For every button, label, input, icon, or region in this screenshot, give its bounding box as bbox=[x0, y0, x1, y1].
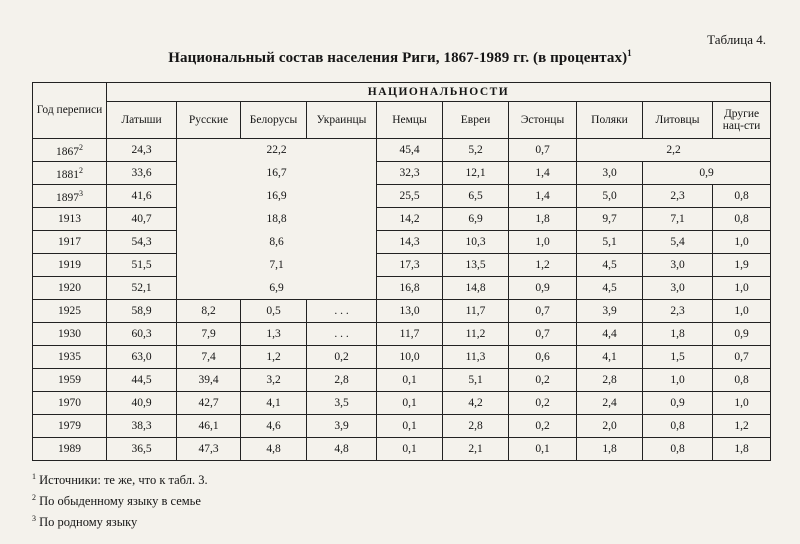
others-cell: 0,7 bbox=[713, 346, 771, 369]
lithuanians-cell: 1,8 bbox=[643, 323, 713, 346]
lithuanians-cell: 2,3 bbox=[643, 185, 713, 208]
germans-cell: 14,3 bbox=[377, 231, 443, 254]
table-title-text: Национальный состав населения Риги, 1867-1989 гг. (в процентах) bbox=[168, 50, 628, 66]
germans-cell: 45,4 bbox=[377, 139, 443, 162]
slavs-combined-cell: 18,8 bbox=[177, 208, 377, 231]
poles-cell: 4,5 bbox=[577, 254, 643, 277]
table-row bbox=[33, 415, 771, 438]
header-year: Год переписи bbox=[33, 83, 107, 139]
table-row bbox=[33, 162, 771, 185]
lithuanians-cell: 1,0 bbox=[643, 369, 713, 392]
year-cell: 1959 bbox=[33, 369, 107, 392]
lithuanians-cell: 3,0 bbox=[643, 254, 713, 277]
lithuanians-cell: 0,8 bbox=[643, 415, 713, 438]
header-germans: Немцы bbox=[377, 102, 443, 139]
ukrainians-cell: . . . bbox=[307, 323, 377, 346]
jews-cell: 13,5 bbox=[443, 254, 509, 277]
header-estonians: Эстонцы bbox=[509, 102, 577, 139]
lithuanians-cell: 3,0 bbox=[643, 277, 713, 300]
germans-cell: 0,1 bbox=[377, 415, 443, 438]
estonians-cell: 0,9 bbox=[509, 277, 577, 300]
russians-cell: 42,7 bbox=[177, 392, 241, 415]
slavs-combined-cell: 16,9 bbox=[177, 185, 377, 208]
others-cell: 0,9 bbox=[713, 323, 771, 346]
footnotes bbox=[32, 468, 208, 531]
year-cell: 1913 bbox=[33, 208, 107, 231]
lithuanians-cell: 1,5 bbox=[643, 346, 713, 369]
latvians-cell: 58,9 bbox=[107, 300, 177, 323]
others-cell: 0,8 bbox=[713, 185, 771, 208]
year-cell: 1917 bbox=[33, 231, 107, 254]
germans-cell: 0,1 bbox=[377, 392, 443, 415]
belarusians-cell: 1,2 bbox=[241, 346, 307, 369]
ukrainians-cell: 3,5 bbox=[307, 392, 377, 415]
belarusians-cell: 3,2 bbox=[241, 369, 307, 392]
belarusians-cell: 4,8 bbox=[241, 438, 307, 461]
latvians-cell: 24,3 bbox=[107, 139, 177, 162]
slavs-combined-cell: 22,2 bbox=[177, 139, 377, 162]
table-row bbox=[33, 392, 771, 415]
latvians-cell: 44,5 bbox=[107, 369, 177, 392]
table-row bbox=[33, 346, 771, 369]
belarusians-cell: 4,1 bbox=[241, 392, 307, 415]
estonians-cell: 0,1 bbox=[509, 438, 577, 461]
lithuanians-cell: 0,8 bbox=[643, 438, 713, 461]
table-row bbox=[33, 254, 771, 277]
latvians-cell: 63,0 bbox=[107, 346, 177, 369]
table-row bbox=[33, 208, 771, 231]
russians-cell: 39,4 bbox=[177, 369, 241, 392]
poles-cell: 2,8 bbox=[577, 369, 643, 392]
others-cell: 1,0 bbox=[713, 277, 771, 300]
others-cell: 0,8 bbox=[713, 369, 771, 392]
estonians-cell: 1,2 bbox=[509, 254, 577, 277]
ukrainians-cell: 0,2 bbox=[307, 346, 377, 369]
estonians-cell: 0,2 bbox=[509, 415, 577, 438]
slavs-combined-cell: 6,9 bbox=[177, 277, 377, 300]
russians-cell: 46,1 bbox=[177, 415, 241, 438]
year-cell: 1989 bbox=[33, 438, 107, 461]
latvians-cell: 33,6 bbox=[107, 162, 177, 185]
poles-cell: 2,0 bbox=[577, 415, 643, 438]
table-row bbox=[33, 369, 771, 392]
poles-cell: 4,5 bbox=[577, 277, 643, 300]
year-cell: 1935 bbox=[33, 346, 107, 369]
ukrainians-cell: 3,9 bbox=[307, 415, 377, 438]
table-row bbox=[33, 231, 771, 254]
ukrainians-cell: 2,8 bbox=[307, 369, 377, 392]
lithuanians-cell: 0,9 bbox=[643, 392, 713, 415]
germans-cell: 13,0 bbox=[377, 300, 443, 323]
latvians-cell: 52,1 bbox=[107, 277, 177, 300]
latvians-cell: 40,9 bbox=[107, 392, 177, 415]
footnote: $^2$ По обыденному языку в семье bbox=[32, 493, 201, 509]
estonians-cell: 0,7 bbox=[509, 323, 577, 346]
others-cell: 1,0 bbox=[713, 231, 771, 254]
header-poles: Поляки bbox=[577, 102, 643, 139]
table-number-label: Таблица 4. bbox=[707, 32, 766, 47]
belarusians-cell: 1,3 bbox=[241, 323, 307, 346]
header-russians: Русские bbox=[177, 102, 241, 139]
poles-cell: 5,1 bbox=[577, 231, 643, 254]
year-cell: 1970 bbox=[33, 392, 107, 415]
jews-cell: 4,2 bbox=[443, 392, 509, 415]
population-table bbox=[32, 82, 771, 461]
poles-cell: 3,0 bbox=[577, 162, 643, 185]
latvians-cell: 40,7 bbox=[107, 208, 177, 231]
year-cell: 1881$^2$ bbox=[33, 162, 107, 185]
germans-cell: 11,7 bbox=[377, 323, 443, 346]
lithuanians-cell: 5,4 bbox=[643, 231, 713, 254]
header-nationalities: НАЦИОНАЛЬНОСТИ bbox=[107, 83, 771, 102]
germans-cell: 25,5 bbox=[377, 185, 443, 208]
ukrainians-cell: . . . bbox=[307, 300, 377, 323]
jews-cell: 11,3 bbox=[443, 346, 509, 369]
others-cell: 1,2 bbox=[713, 415, 771, 438]
belarusians-cell: 4,6 bbox=[241, 415, 307, 438]
table-title bbox=[0, 48, 800, 67]
jews-cell: 6,9 bbox=[443, 208, 509, 231]
poles-cell: 1,8 bbox=[577, 438, 643, 461]
jews-cell: 11,2 bbox=[443, 323, 509, 346]
estonians-cell: 0,7 bbox=[509, 300, 577, 323]
year-cell: 1920 bbox=[33, 277, 107, 300]
latvians-cell: 36,5 bbox=[107, 438, 177, 461]
header-lithuanians: Литовцы bbox=[643, 102, 713, 139]
header-jews: Евреи bbox=[443, 102, 509, 139]
estonians-cell: 0,6 bbox=[509, 346, 577, 369]
ukrainians-cell: 4,8 bbox=[307, 438, 377, 461]
poles-cell: 5,0 bbox=[577, 185, 643, 208]
russians-cell: 7,9 bbox=[177, 323, 241, 346]
year-cell: 1979 bbox=[33, 415, 107, 438]
lithuanians-others-cell: 0,9 bbox=[643, 162, 771, 185]
others-cell: 1,9 bbox=[713, 254, 771, 277]
header-others: Другие нац-сти bbox=[713, 102, 771, 139]
jews-cell: 5,1 bbox=[443, 369, 509, 392]
header-latvians: Латыши bbox=[107, 102, 177, 139]
latvians-cell: 54,3 bbox=[107, 231, 177, 254]
others-cell: 0,8 bbox=[713, 208, 771, 231]
germans-cell: 10,0 bbox=[377, 346, 443, 369]
jews-cell: 2,8 bbox=[443, 415, 509, 438]
table-row bbox=[33, 323, 771, 346]
germans-cell: 0,1 bbox=[377, 438, 443, 461]
poles-cell: 2,4 bbox=[577, 392, 643, 415]
table-row bbox=[33, 277, 771, 300]
year-cell: 1919 bbox=[33, 254, 107, 277]
latvians-cell: 60,3 bbox=[107, 323, 177, 346]
jews-cell: 10,3 bbox=[443, 231, 509, 254]
table-row bbox=[33, 438, 771, 461]
header-belarusians: Белорусы bbox=[241, 102, 307, 139]
poles-cell: 3,9 bbox=[577, 300, 643, 323]
poles-cell: 9,7 bbox=[577, 208, 643, 231]
jews-cell: 12,1 bbox=[443, 162, 509, 185]
germans-cell: 32,3 bbox=[377, 162, 443, 185]
jews-cell: 2,1 bbox=[443, 438, 509, 461]
germans-cell: 16,8 bbox=[377, 277, 443, 300]
lithuanians-cell: 7,1 bbox=[643, 208, 713, 231]
jews-cell: 14,8 bbox=[443, 277, 509, 300]
year-cell: 1925 bbox=[33, 300, 107, 323]
latvians-cell: 41,6 bbox=[107, 185, 177, 208]
table-row bbox=[33, 185, 771, 208]
estonians-cell: 0,2 bbox=[509, 392, 577, 415]
belarusians-cell: 0,5 bbox=[241, 300, 307, 323]
title-footnote-mark: 1 bbox=[627, 48, 632, 58]
estonians-cell: 1,4 bbox=[509, 162, 577, 185]
germans-cell: 17,3 bbox=[377, 254, 443, 277]
germans-cell: 0,1 bbox=[377, 369, 443, 392]
russians-cell: 7,4 bbox=[177, 346, 241, 369]
jews-cell: 5,2 bbox=[443, 139, 509, 162]
russians-cell: 47,3 bbox=[177, 438, 241, 461]
year-cell: 1897$^3$ bbox=[33, 185, 107, 208]
latvians-cell: 38,3 bbox=[107, 415, 177, 438]
slavs-combined-cell: 8,6 bbox=[177, 231, 377, 254]
year-cell: 1867$^2$ bbox=[33, 139, 107, 162]
jews-cell: 11,7 bbox=[443, 300, 509, 323]
others-cell: 1,0 bbox=[713, 300, 771, 323]
footnote: $^3$ По родному языку bbox=[32, 514, 138, 530]
slavs-combined-cell: 7,1 bbox=[177, 254, 377, 277]
estonians-cell: 1,0 bbox=[509, 231, 577, 254]
estonians-cell: 0,2 bbox=[509, 369, 577, 392]
footnote: $^1$ Источники: те же, что к табл. 3. bbox=[32, 472, 208, 488]
slavs-combined-cell: 16,7 bbox=[177, 162, 377, 185]
estonians-cell: 0,7 bbox=[509, 139, 577, 162]
table-row bbox=[33, 139, 771, 162]
jews-cell: 6,5 bbox=[443, 185, 509, 208]
table-row bbox=[33, 300, 771, 323]
lithuanians-cell: 2,3 bbox=[643, 300, 713, 323]
germans-cell: 14,2 bbox=[377, 208, 443, 231]
estonians-cell: 1,4 bbox=[509, 185, 577, 208]
header-ukrainians: Украинцы bbox=[307, 102, 377, 139]
poles-cell: 4,1 bbox=[577, 346, 643, 369]
russians-cell: 8,2 bbox=[177, 300, 241, 323]
latvians-cell: 51,5 bbox=[107, 254, 177, 277]
others-cell: 1,0 bbox=[713, 392, 771, 415]
others-cell: 1,8 bbox=[713, 438, 771, 461]
poles-cell: 4,4 bbox=[577, 323, 643, 346]
year-cell: 1930 bbox=[33, 323, 107, 346]
estonians-cell: 1,8 bbox=[509, 208, 577, 231]
poles-lithuanians-others-cell: 2,2 bbox=[577, 139, 771, 162]
